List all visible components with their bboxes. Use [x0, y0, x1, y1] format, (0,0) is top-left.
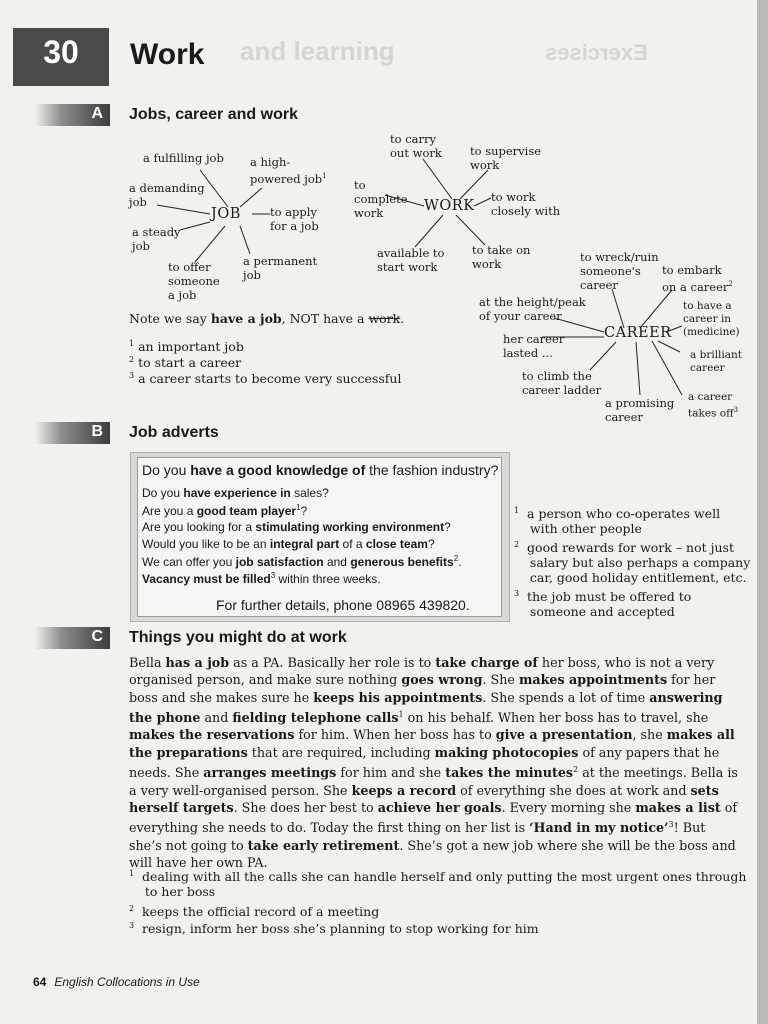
paragraph-text: ! But she’s not going to [129, 820, 706, 853]
job-item-apply: to apply for a job [270, 205, 319, 233]
work-item-available: available to start work [377, 246, 445, 274]
paragraph-text: , she [632, 727, 667, 743]
section-b-heading: Job adverts [129, 424, 219, 441]
collocation: makes the reservations [129, 727, 295, 743]
paragraph-text: . Every morning she [501, 799, 636, 815]
advert-phone-line: For further details, phone 08965 439820. [216, 597, 470, 613]
c-footnote-1: $^1$ dealing with all the calls she can handle herself and only putting the most urgent ones through to her boss [129, 869, 747, 900]
section-b-bar [35, 422, 110, 444]
job-item-high-powered: a high- powered job$^1$ [250, 155, 327, 186]
paragraph-text: of any papers that he needs. She [129, 744, 720, 781]
footnote-marker: 2 [573, 765, 579, 775]
page-edge-shadow [757, 0, 768, 1024]
career-item-have: to have a career in (medicine) [683, 300, 740, 338]
section-a-heading: Jobs, career and work [129, 106, 298, 123]
collocation: ‘Hand in my notice’ [529, 820, 669, 836]
collocation: fielding telephone calls [232, 710, 399, 726]
footnote-marker: 1 [398, 709, 404, 719]
paragraph-text: . She spends a lot of time [482, 689, 650, 705]
section-c-paragraph [129, 654, 741, 871]
advert-line-2: Do you have experience in sales? [142, 486, 329, 500]
a-footnote-1: $^1$ an important job [129, 339, 244, 355]
job-item-permanent: a permanent job [243, 254, 318, 282]
career-item-brilliant: a brilliant career [690, 349, 743, 374]
paragraph-text: at the meetings. Bella is a very well-organised person. She [129, 765, 738, 798]
paragraph-text: of everything she does at work and [456, 782, 691, 798]
paragraph-text: on his behalf. When her boss has to travel, she [403, 710, 709, 726]
collocation: arranges meetings [203, 765, 337, 781]
job-advert-content [137, 457, 502, 617]
page-number: 64 [33, 975, 47, 989]
paragraph-text: . She’s got a new job where she will be the boss and will have her own PA. [129, 837, 736, 870]
advert-line-4: Are you looking for a stimulating working environment? [142, 520, 451, 534]
collocation: answering the phone [129, 689, 723, 726]
usage-note: Note we say have a job, NOT have a work. [129, 311, 405, 326]
job-item-demanding: a demanding job [129, 181, 205, 209]
collocation: takes the minutes [445, 765, 574, 781]
advert-line-3: Are you a good team player$^1$? [142, 503, 308, 518]
b-footnote-1: $^1$ a person who co-operates well with other people [514, 506, 721, 537]
career-item-climb: to climb the career ladder [522, 369, 602, 397]
section-c-bar [35, 627, 110, 649]
show-through-heading: and learning [240, 36, 395, 66]
book-title: English Collocations in Use [54, 975, 200, 989]
work-item-complete: to complete work [354, 178, 408, 220]
career-item-lasted: her career lasted ... [503, 332, 565, 360]
career-item-promising: a promising career [605, 396, 675, 424]
job-item-offer: to offer someone a job [168, 260, 220, 302]
collocation: makes a list [635, 799, 721, 815]
collocation: take charge of [435, 655, 538, 670]
advert-line-5: Would you like to be an integral part of a close team? [142, 537, 435, 551]
career-item-height: at the height/peak of your career [479, 295, 586, 323]
career-hub: CAREER [604, 325, 672, 341]
a-footnote-2: $^2$ to start a career [129, 355, 242, 371]
career-item-wreck: to wreck/ruin someone's career [580, 250, 659, 292]
career-item-takes-off: a career takes off$^3$ [688, 391, 739, 420]
work-item-closely: to work closely with [491, 190, 561, 218]
b-footnote-3: $^3$ the job must be offered to someone and accepted [514, 589, 692, 620]
advert-line-1: Do you have a good knowledge of the fashion industry? [142, 462, 499, 478]
advert-line-6: We can offer you job satisfaction and generous benefits$^2$. [142, 554, 462, 569]
c-footnote-2: $^2$ keeps the official record of a meeting [129, 904, 380, 920]
collocation: has a job [165, 655, 230, 670]
unit-number: 30 [43, 34, 79, 70]
work-item-carry: to carry out work [390, 132, 442, 160]
show-through-exercises: Exercises [545, 40, 648, 65]
paragraph-text: for him. When her boss has to [294, 727, 496, 743]
job-advert-box [130, 452, 510, 622]
work-item-supervise: to supervise work [470, 144, 542, 172]
page-footer [33, 975, 200, 989]
collocation: keeps his appointments [313, 689, 483, 705]
advert-line-7: Vacancy must be filled$^3$ within three weeks. [142, 571, 381, 586]
paragraph-text: . She does her best to [233, 799, 378, 815]
collocation: sets herself targets [129, 782, 719, 815]
paragraph-text: her boss, who is not a very organised person, and make sure nothing [129, 655, 715, 688]
collocation: goes wrong [401, 672, 483, 688]
section-c-heading: Things you might do at work [129, 629, 347, 646]
paragraph-text: for her boss and she makes sure he [129, 672, 716, 705]
collocation: makes all the preparations [129, 727, 735, 760]
footnote-marker: 3 [668, 820, 674, 830]
job-hub: JOB [211, 206, 241, 222]
collocation: achieve her goals [377, 799, 502, 815]
job-item-fulfilling: a fulfilling job [143, 151, 224, 165]
collocation: keeps a record [351, 782, 457, 798]
job-item-steady: a steady job [132, 225, 181, 253]
paragraph-text: and [200, 710, 233, 726]
work-hub: WORK [424, 198, 475, 214]
section-c-letter: C [91, 628, 103, 645]
unit-title: Work [130, 38, 205, 71]
paragraph-text: Bella [129, 655, 166, 670]
c-footnote-3: $^3$ resign, inform her boss she’s planning to stop working for him [129, 921, 539, 937]
paragraph-text: that are required, including [247, 744, 435, 760]
section-b-letter: B [91, 423, 103, 440]
paragraph-text: . She [482, 672, 519, 688]
collocation: makes appointments [518, 672, 668, 688]
collocation: making photocopies [434, 744, 579, 760]
paragraph-text: for him and she [336, 765, 446, 781]
paragraph-text: of everything she needs to do. Today the first thing on her list is [129, 799, 738, 836]
collocation: give a presentation [495, 727, 633, 743]
collocation: take early retirement [247, 837, 400, 853]
paragraph-text: as a PA. Basically her role is to [229, 655, 436, 670]
a-footnote-3: $^3$ a career starts to become very successful [129, 371, 402, 387]
section-a-letter: A [91, 105, 103, 122]
work-item-take-on: to take on work [472, 243, 531, 271]
b-footnote-2: $^2$ good rewards for work – not just salary but also perhaps a company car, good holiday entitlement, etc. [514, 540, 751, 586]
career-item-embark: to embark on a career$^2$ [662, 263, 733, 294]
